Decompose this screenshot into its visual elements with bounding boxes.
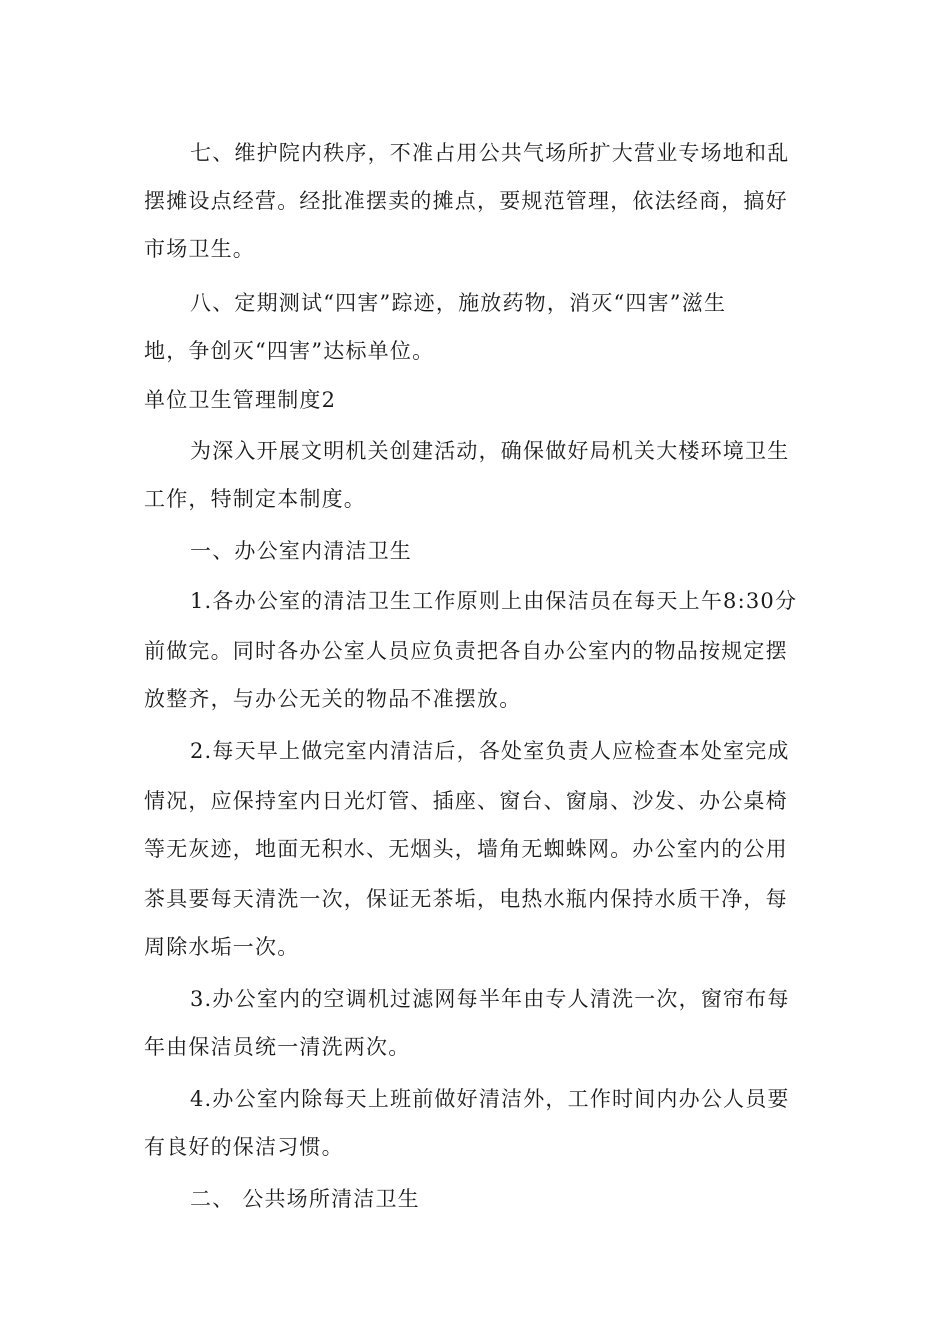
item-3-line-1: 3.办公室内的空调机过滤网每半年由专人清洗一次，窗帘布每 [190, 987, 790, 1011]
paragraph-7-line-3: 市场卫生。 [144, 237, 255, 261]
item-1-line-1: 1.各办公室的清洁卫生工作原则上由保洁员在每天上午8:30分 [190, 589, 798, 613]
item-4-line-1: 4.办公室内除每天上班前做好清洁外，工作时间内办公人员要 [190, 1087, 790, 1111]
paragraph-7-line-2: 摆摊设点经营。经批准摆卖的摊点，要规范管理，依法经商，搞好 [144, 189, 788, 213]
intro-line-2: 工作，特制定本制度。 [144, 487, 366, 511]
paragraph-7-line-1: 七、维护院内秩序，不准占用公共气场所扩大营业专场地和乱 [190, 141, 790, 165]
section-title: 单位卫生管理制度2 [144, 388, 337, 412]
item-2-line-2: 情况，应保持室内日光灯管、插座、窗台、窗扇、沙发、办公桌椅 [144, 789, 788, 813]
paragraph-8-line-2: 地，争创灭“四害”达标单位。 [144, 339, 435, 363]
item-2-line-4: 茶具要每天清洗一次，保证无茶垢，电热水瓶内保持水质干净，每 [144, 887, 788, 911]
heading-office-cleaning: 一、办公室内清洁卫生 [190, 539, 412, 563]
item-1-line-3: 放整齐，与办公无关的物品不准摆放。 [144, 687, 522, 711]
paragraph-8-line-1: 八、定期测试“四害”踪迹，施放药物，消灭“四害”滋生 [190, 291, 727, 315]
item-2-line-5: 周除水垢一次。 [144, 935, 300, 959]
item-2-line-3: 等无灰迹，地面无积水、无烟头，墙角无蜘蛛网。办公室内的公用 [144, 837, 788, 861]
item-3-line-2: 年由保洁员统一清洗两次。 [144, 1035, 411, 1059]
heading-public-cleaning: 二、 公共场所清洁卫生 [190, 1187, 420, 1211]
item-4-line-2: 有良好的保洁习惯。 [144, 1135, 344, 1159]
item-1-line-2: 前做完。同时各办公室人员应负责把各自办公室内的物品按规定摆 [144, 639, 788, 663]
item-2-line-1: 2.每天早上做完室内清洁后，各处室负责人应检查本处室完成 [190, 739, 790, 763]
intro-line-1: 为深入开展文明机关创建活动，确保做好局机关大楼环境卫生 [190, 439, 790, 463]
